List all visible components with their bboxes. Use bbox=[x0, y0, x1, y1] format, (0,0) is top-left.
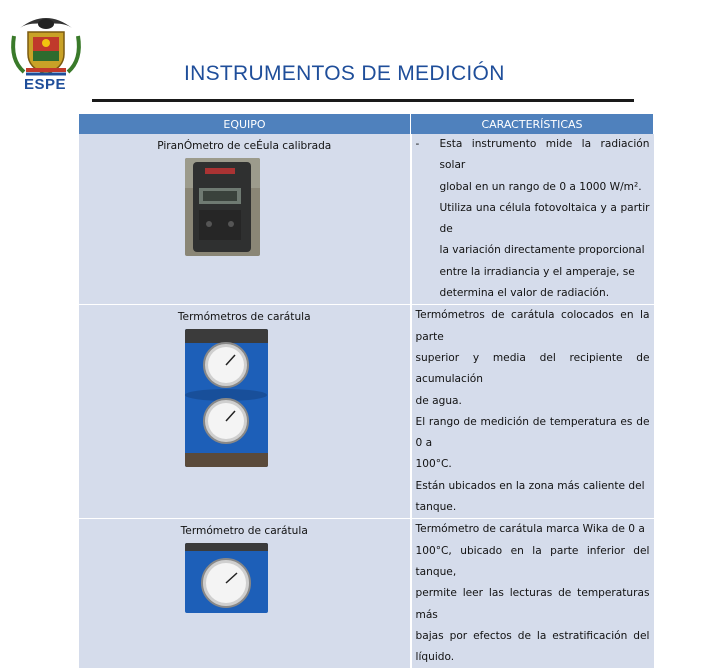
description-line: global en un rango de 0 a 1000 W/m². bbox=[439, 180, 642, 193]
description-line: Utiliza una célula fotovoltaica y a partir de bbox=[439, 201, 650, 236]
col-header-caracteristicas: CARACTERÍSTICAS bbox=[411, 114, 654, 134]
equipo-cell bbox=[79, 519, 411, 669]
bullet-dash: - bbox=[415, 138, 420, 150]
table-row bbox=[79, 519, 654, 669]
description-line: determina el valor de radiación. bbox=[439, 287, 610, 300]
description-line: Están ubicados en la zona más caliente del bbox=[415, 479, 645, 492]
description-pyranometer bbox=[412, 134, 654, 304]
dial-thermometers-photo bbox=[185, 329, 268, 467]
table-row bbox=[79, 305, 654, 519]
description-line: 100°C. bbox=[415, 458, 452, 471]
description-line: 100°C, ubicado en la parte inferior del tanque, bbox=[415, 544, 650, 578]
equipo-label: Termómetro de carátula bbox=[180, 525, 308, 538]
description-line: Esta instrumento mide la radiación solar bbox=[439, 138, 650, 172]
description-line: la variación directamente proporcional bbox=[439, 244, 645, 257]
org-short-name: ESPE bbox=[24, 76, 67, 93]
description-line: El rango de medición de temperatura es de 0 a bbox=[415, 415, 650, 450]
instruments-table bbox=[79, 114, 654, 669]
table-row bbox=[79, 134, 654, 305]
caracteristicas-cell bbox=[411, 134, 654, 305]
equipo-label: PiranÓmetro de ceÉula calibrada bbox=[157, 140, 332, 152]
table-header-row bbox=[79, 114, 654, 134]
description-line: permite leer las lecturas de temperaturas más bbox=[415, 587, 650, 621]
title-underline bbox=[92, 99, 634, 102]
description-line: de agua. bbox=[415, 394, 462, 407]
description-line: Termómetros de carátula colocados en la parte bbox=[415, 309, 650, 343]
description-line: Termómetro de carátula marca Wika de 0 a bbox=[415, 523, 645, 536]
caracteristicas-cell bbox=[411, 305, 654, 519]
description-line: superior y media del recipiente de acumulación bbox=[415, 351, 650, 386]
description-wika-thermometer bbox=[412, 519, 654, 668]
description-dial-thermometers bbox=[412, 305, 654, 518]
equipo-cell bbox=[79, 134, 411, 305]
wika-thermometer-photo bbox=[185, 543, 268, 613]
equipo-cell bbox=[79, 305, 411, 519]
page-title: INSTRUMENTOS DE MEDICIÓN bbox=[184, 62, 505, 85]
equipo-label: Termómetros de carátula bbox=[177, 311, 311, 324]
caracteristicas-cell bbox=[411, 519, 654, 669]
description-line: bajas por efectos de la estratificación del líquido. bbox=[415, 629, 650, 664]
col-header-equipo: EQUIPO bbox=[79, 114, 411, 134]
pyranometer-photo bbox=[185, 158, 260, 256]
description-line: entre la irradiancia y el amperaje, se bbox=[439, 265, 635, 278]
description-line: tanque. bbox=[415, 501, 457, 514]
